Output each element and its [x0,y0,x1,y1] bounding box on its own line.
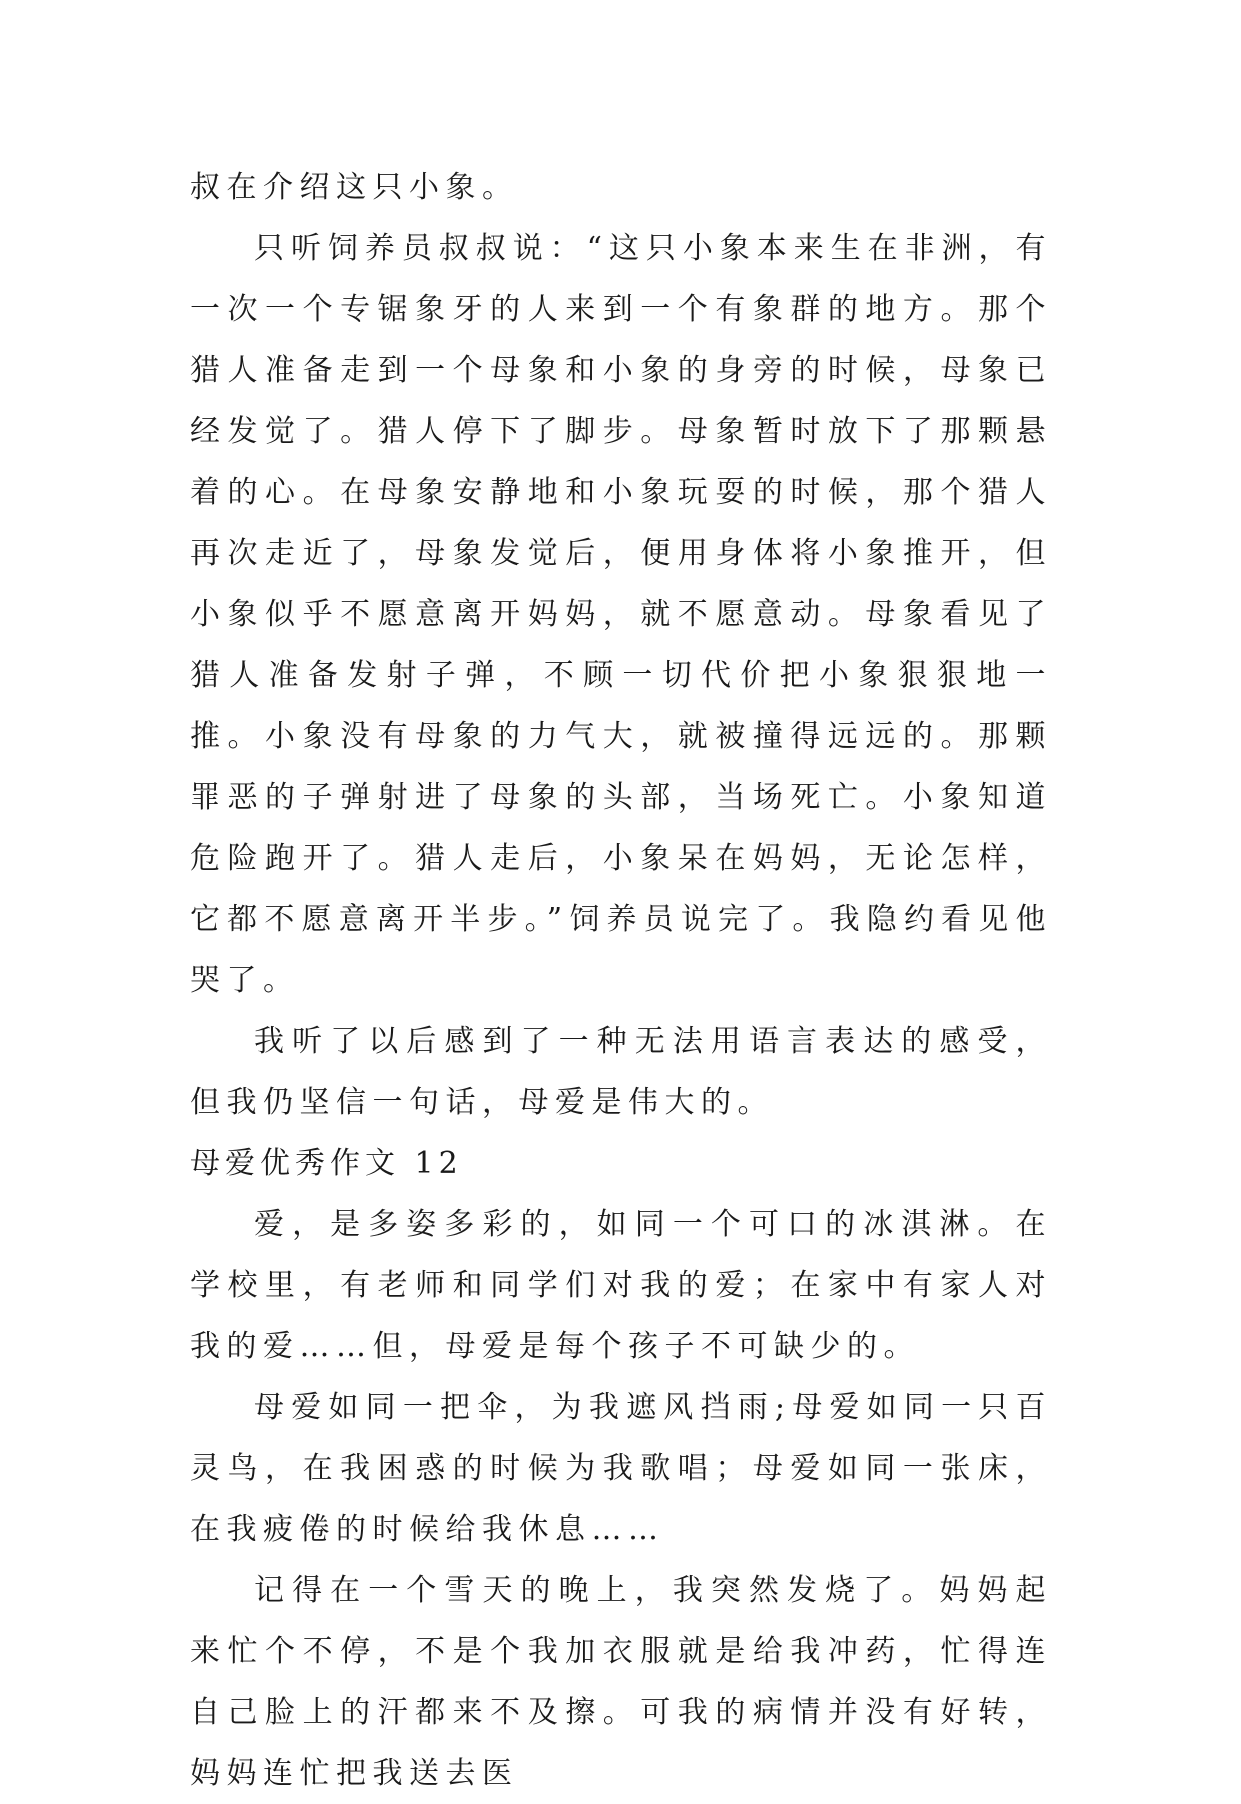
section-heading: 母爱优秀作文 12 [190,1146,463,1181]
paragraph: 爱，是多姿多彩的，如同一个可口的冰淇淋。在学校里，有老师和同学们对我的爱；在家中有家人对我的爱……但，母爱是每个孩子不可缺少的。 [190,1207,1052,1364]
paragraph: 记得在一个雪天的晚上，我突然发烧了。妈妈起来忙个不停，不是个我加衣服就是给我冲药，忙得连自己脸上的汗都来不及擦。可我的病情并没有好转，妈妈连忙把我送去医 [190,1573,1052,1791]
paragraph: 母爱如同一把伞，为我遮风挡雨;母爱如同一只百灵鸟，在我困惑的时候为我歌唱；母爱如同一张床，在我疲倦的时候给我休息…… [190,1390,1052,1547]
paragraph: 叔在介绍这只小象。 [190,170,519,205]
paragraph: 我听了以后感到了一种无法用语言表达的感受，但我仍坚信一句话，母爱是伟大的。 [190,1024,1052,1120]
document-body [190,157,1052,1804]
paragraph: 只听饲养员叔叔说：“这只小象本来生在非洲，有一次一个专锯象牙的人来到一个有象群的地方。那个猎人准备走到一个母象和小象的身旁的时候，母象已经发觉了。猎人停下了脚步。母象暂时放下了那颗悬着的心。在母象安静地和小象玩耍的时候，那个猎人再次走近了，母象发觉后，便用身体将小象推开，但小象似乎不愿意离开妈妈，就不愿意动。母象看见了猎人准备发射子弹，不顾一切代价把小象狠狠地一推。小象没有母象的力气大，就被撞得远远的。那颗罪恶的子弹射进了母象的头部，当场死亡。小象知道危险跑开了。猎人走后，小象呆在妈妈，无论怎样，它都不愿意离开半步。”饲养员说完了。我隐约看见他哭了。 [190,231,1052,998]
